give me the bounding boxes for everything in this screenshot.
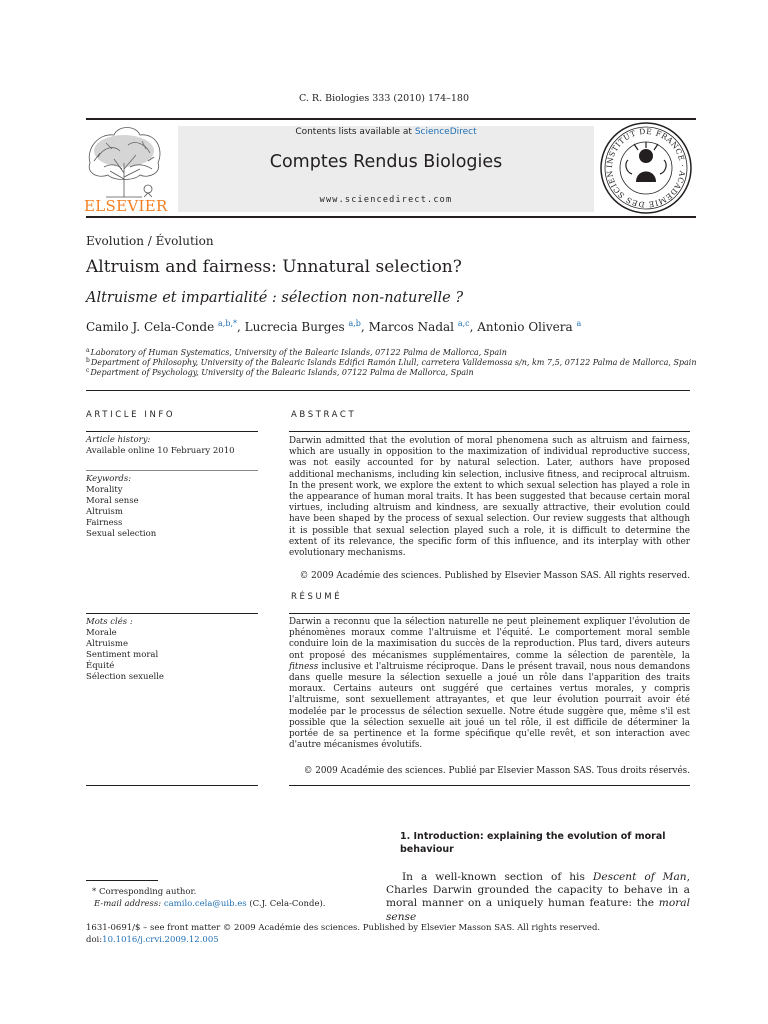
correspondence-email-line	[86, 899, 326, 911]
issn-line: 1631-0691/$ – see front matter © 2009 Académie des sciences. Published by Elsevier Masson SAS. All rights reserved.	[86, 923, 601, 933]
mots-cles-label: Mots clés :	[86, 617, 133, 627]
author-affiliation-markers[interactable]: a,b	[348, 319, 361, 328]
keyword: Morality	[86, 485, 123, 496]
abstract-rule	[289, 431, 690, 432]
intro-text-part: , Charles Darwin grounded the capacity to behave in a moral manner on a uniquely human feature: the	[386, 871, 690, 910]
affiliation-text: Department of Philosophy, University of the Balearic Islands Edifici Ramón Llull, carretera Valldemossa s/n, km 7,5, 07122 Palma de Mallorca, Spain	[90, 358, 697, 367]
elsevier-logo	[84, 123, 166, 215]
article-title-french: Altruisme et impartialité : sélection non-naturelle ?	[86, 290, 464, 306]
mot-cle: Altruisme	[86, 639, 128, 650]
affiliation-marker: c	[86, 367, 90, 374]
journal-url[interactable]: www.sciencedirect.com	[319, 195, 453, 205]
intro-italic-term: Descent of Man	[592, 871, 687, 883]
intro-italic-term: moral sense	[386, 897, 690, 923]
header-divider	[86, 390, 690, 391]
mots-cles-block	[86, 617, 258, 684]
introduction-heading: 1. Introduction: explaining the evolution of moral behaviour	[400, 831, 666, 855]
resume-copyright: © 2009 Académie des sciences. Publié par Elsevier Masson SAS. Tous droits réservés.	[303, 766, 690, 776]
article-info-rule	[86, 431, 258, 432]
author-name[interactable]: Camilo J. Cela-Conde	[86, 320, 215, 334]
keywords-block	[86, 474, 258, 541]
affiliation-c	[86, 367, 474, 377]
academie-seal	[598, 120, 694, 216]
resume-rule	[289, 613, 690, 614]
author-separator: ,	[360, 320, 369, 334]
abstract-heading: ABSTRACT	[291, 410, 357, 420]
resume-body	[289, 617, 690, 751]
keyword: Sexual selection	[86, 529, 157, 540]
footnote-rule	[86, 880, 158, 881]
correspondence-note	[86, 887, 326, 910]
keyword: Altruism	[86, 507, 123, 518]
intro-text-part: In a well-known section of his	[402, 871, 593, 883]
affiliation-a	[86, 347, 507, 357]
journal-title: Comptes Rendus Biologies	[269, 152, 503, 172]
mots-cles-rule	[86, 613, 258, 614]
article-history-label: Article history:	[86, 435, 151, 445]
svg-text:INSTITUT DE FRANCE · ACADÉMIE: INSTITUT DE FRANCE · ACADÉMIE DES SCIEN	[604, 126, 688, 210]
doi-line	[86, 935, 600, 947]
article-history-value: Available online 10 February 2010	[86, 446, 235, 457]
mot-cle: Sélection sexuelle	[86, 672, 164, 683]
academie-seal-icon	[598, 120, 694, 216]
affiliation-b	[86, 357, 697, 367]
article-info-heading: ARTICLE INFO	[86, 410, 176, 420]
elsevier-tree-icon	[84, 123, 166, 199]
corresponding-author-label: * Corresponding author.	[92, 887, 197, 897]
author-name[interactable]: Antonio Olivera	[477, 320, 573, 334]
author-affiliation-markers[interactable]: a,c	[457, 319, 470, 328]
keyword: Moral sense	[86, 496, 139, 507]
affiliation-marker: a	[86, 347, 90, 354]
contents-line	[178, 127, 594, 137]
resume-italic-term: fitness	[289, 661, 319, 672]
email-suffix: (C.J. Cela-Conde).	[249, 898, 326, 909]
resume-text-part: Darwin a reconnu que la sélection naturelle ne peut pleinement expliquer l'évolution de phénomènes moraux comme l'altruisme et l'équité. Le comportement moral semble conduire loin de la maximisation du succès de la reproduction. Plus tard, divers auteurs ont proposé des mécanismes supplémentaires, comme la sélection de parentèle, la	[289, 617, 690, 661]
introduction-paragraph	[386, 871, 690, 924]
article-history	[86, 435, 258, 457]
keyword: Fairness	[86, 518, 123, 529]
mot-cle: Sentiment moral	[86, 650, 159, 661]
mot-cle: Équité	[86, 661, 115, 672]
email-label: E-mail address:	[94, 898, 162, 909]
keywords-rule	[86, 470, 258, 471]
mot-cle: Morale	[86, 628, 117, 639]
sciencedirect-link[interactable]: ScienceDirect	[414, 127, 477, 137]
doi-prefix: doi:	[86, 934, 103, 945]
masthead-bottom-rule	[86, 216, 696, 218]
journal-banner	[178, 126, 594, 212]
author-separator: ,	[469, 320, 478, 334]
resume-heading: RÉSUMÉ	[291, 592, 343, 602]
author-name[interactable]: Marcos Nadal	[368, 320, 454, 334]
affiliation-text: Department of Psychology, University of the Balearic Islands, 07122 Palma de Mallorca, Spain	[90, 368, 474, 377]
elsevier-wordmark: ELSEVIER	[84, 197, 168, 215]
journal-citation: C. R. Biologies 333 (2010) 174–180	[298, 93, 470, 104]
author-separator: ,	[237, 320, 245, 334]
contents-prefix: Contents lists available at	[295, 127, 415, 137]
resume-text-part: inclusive et l'altruisme réciproque. Dans le présent travail, nous nous demandons dans quelle mesure la sélection sexuelle a joué un rôle dans l'apparition des traits moraux. Certains auteurs ont suggéré que certaines vertus morales, y compris l'altruisme, sont sexuellement attrayantes, et que leur évolution pourrait avoir été modelée par le processus de sélection sexuelle. Notre étude suggère que, même s'il est possible que la sélection sexuelle ait joué un tel rôle, il est difficile de déterminer la portée de sa pertinence et la forme spécifique qu'elle revêt, et son interaction avec d'autre mécanismes évolutifs.	[289, 661, 690, 751]
abstract-body: Darwin admitted that the evolution of moral phenomena such as altruism and fairness, which are usually in opposition to the maximization of individual reproductive success, was not easily accounted for by natural selection. Later, authors have proposed additional mechanisms, including kin selection, inclusive fitness, and reciprocal altruism. In the present work, we explore the extent to which sexual selection has played a role in the appearance of human moral traits. It has been suggested that because certain moral virtues, including altruism and kindness, are sexually attractive, their evolution could have been shaped by the process of sexual selection. Our review suggests that although it is possible that sexual selection played such a role, it is difficult to determine the extent of its relevance, the specific form of this influence, and its interplay with other evolutionary mechanisms.	[289, 436, 690, 559]
resume-end-rule	[289, 785, 690, 786]
email-link[interactable]: camilo.cela@uib.es	[163, 898, 247, 909]
author-name[interactable]: Lucrecia Burges	[244, 320, 345, 334]
doi-link[interactable]: 10.1016/j.crvi.2009.12.005	[102, 934, 219, 945]
abstract-copyright: © 2009 Académie des sciences. Published by Elsevier Masson SAS. All rights reserved.	[299, 571, 690, 581]
author-affiliation-markers[interactable]: a	[576, 319, 582, 328]
author-affiliation-markers[interactable]: a,b,*	[218, 319, 237, 328]
section-label: Evolution / Évolution	[86, 234, 214, 248]
affiliation-text: Laboratory of Human Systematics, University of the Balearic Islands, 07122 Palma de Mallorca, Spain	[90, 348, 507, 357]
author-list	[86, 319, 581, 334]
keywords-label: Keywords:	[86, 474, 132, 484]
affiliation-marker: b	[86, 357, 90, 364]
article-title: Altruism and fairness: Unnatural selection?	[86, 257, 462, 277]
page-footer	[86, 923, 600, 946]
article-info-end-rule	[86, 785, 258, 786]
